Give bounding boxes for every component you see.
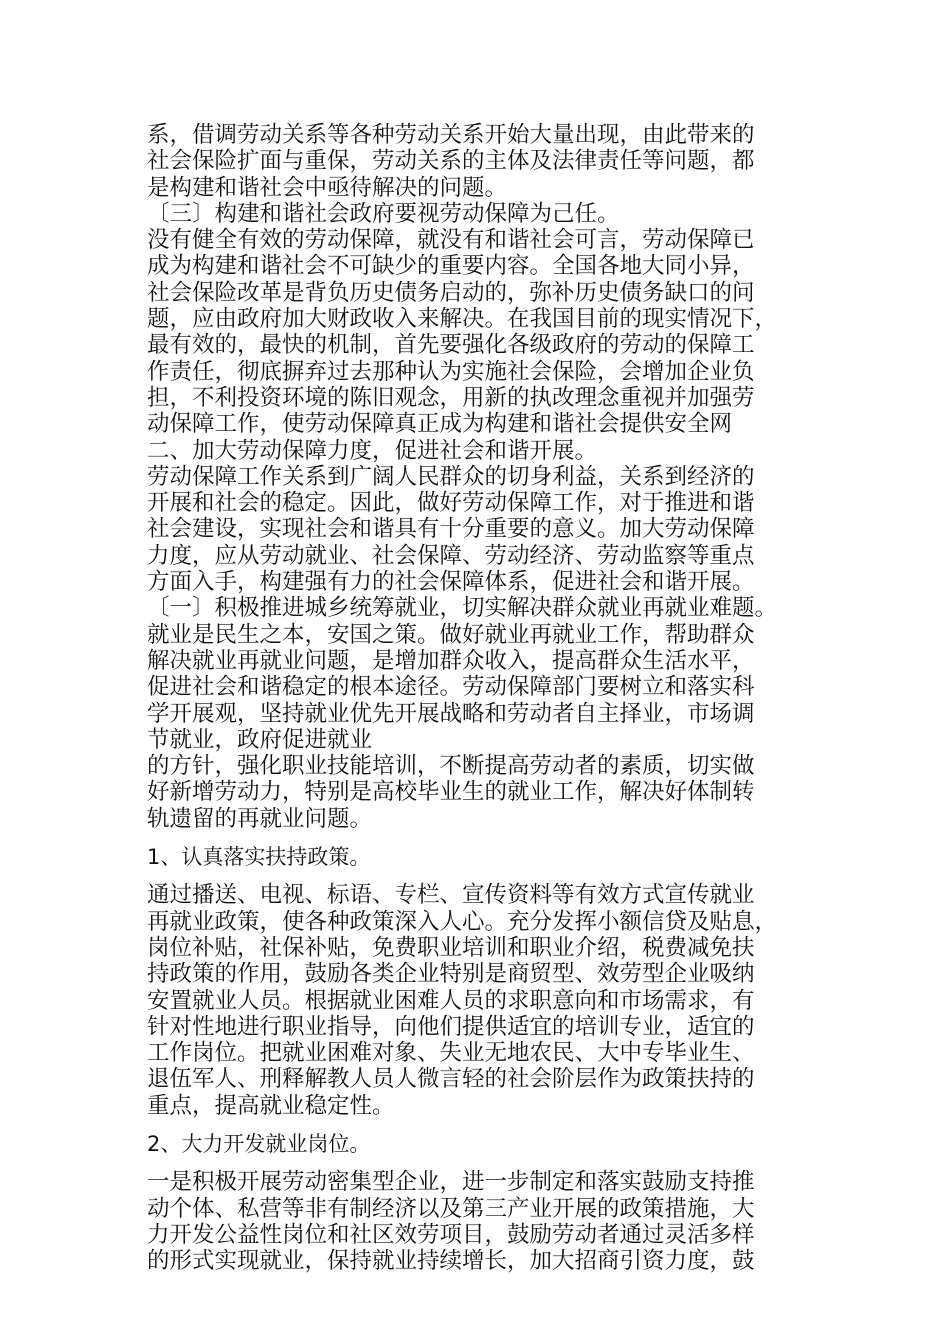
paragraph-labor-security-work: 劳动保障工作关系到广阔人民群众的切身利益，关系到经济的 开展和社会的稳定。因此，做好劳动保障工作，对于推进和谐 社会建设，实现社会和谐具有十分重要的意义。加大劳动保障 力度，应从劳动就业、社会保障、劳动经济、劳动监察等重点 方面入手，构建强有力的社会保障体系，促进社会和谐开展。: [147, 463, 755, 596]
paragraph-employment: 就业是民生之本，安国之策。做好就业再就业工作，帮助群众 解决就业再就业问题，是增加群众收入，提高群众生活水平， 促进社会和谐稳定的根本途径。劳动保障部门要树立和落实科 学开展观，坚持就业优先开展战略和劳动者自主择业，市场调 节就业，政府促进就业: [147, 621, 755, 753]
paragraph-labor-relations: 系，借调劳动关系等各种劳动关系开始大量出现，由此带来的 社会保险扩面与重保，劳动关系的主体及法律责任等问题，都 是构建和谐社会中亟待解决的问题。: [147, 122, 755, 201]
paragraph-implement-policy: 通过播送、电视、标语、专栏、宣传资料等有效方式宣传就业 再就业政策，使各种政策深入人心。充分发挥小额信贷及贴息， 岗位补贴，社保补贴，免费职业培训和职业介绍，税费减免扶 持政策的作用，鼓励各类企业特别是商贸型、效劳型企业吸纳 安置就业人员。根据就业困难人员的求职意向和市场需求，有 针对性地进行职业指导，向他们提供适宜的培训专业，适宜的 工作岗位。把就业困难对象、失业无地农民、大中专毕业生、 退伍军人、刑释解教人员人微言轻的社会阶层作为政策扶持的 重点，提高就业稳定性。: [147, 882, 778, 1119]
paragraph-labor-security: 没有健全有效的劳动保障，就没有和谐社会可言，劳动保障已 成为构建和谐社会不可缺少的重要内容。全国各地大同小异， 社会保险改革是背负历史债务启动的，弥补历史债务缺口的问 题，应由政府加大财政收入来解决。在我国目前的现实情况下， 最有效的，最快的机制，首先要强化各级政府的劳动的保障工 作责任，彻底摒弃过去那种认为实施社会保险，会增加企业负 担，不利投资环境的陈旧观念，用新的执改理念重视并加强劳 动保障工作，使劳动保障真正成为构建和谐社会提供安全网: [147, 227, 778, 438]
heading-develop-jobs: 2、大力开发就业岗位。: [147, 1131, 371, 1156]
document-page: [147, 122, 811, 1274]
heading-implement-policy: 1、认真落实扶持政策。: [147, 845, 371, 870]
heading-section-two: 二、加大劳动保障力度，促进社会和谐开展。: [147, 437, 598, 464]
paragraph-develop-jobs: 一是积极开展劳动密集型企业，进一步制定和落实鼓励支持推 动个体、私营等非有制经济以及第三产业开展的政策措施，大 力开发公益性岗位和社区效劳项目，鼓励劳动者通过灵活多样 的形式实现就业，保持就业持续增长，加大招商引资力度，鼓: [147, 1169, 755, 1275]
heading-employment: 〔一〕积极推进城乡统筹就业，切实解决群众就业再就业难题。: [147, 595, 778, 622]
heading-government-responsibility: 〔三〕构建和谐社会政府要视劳动保障为己任。: [147, 200, 620, 227]
paragraph-policy: 的方针，强化职业技能培训，不断提高劳动者的素质，切实做 好新增劳动力，特别是高校毕业生的就业工作，解决好体制转 轨遗留的再就业问题。: [147, 753, 755, 832]
